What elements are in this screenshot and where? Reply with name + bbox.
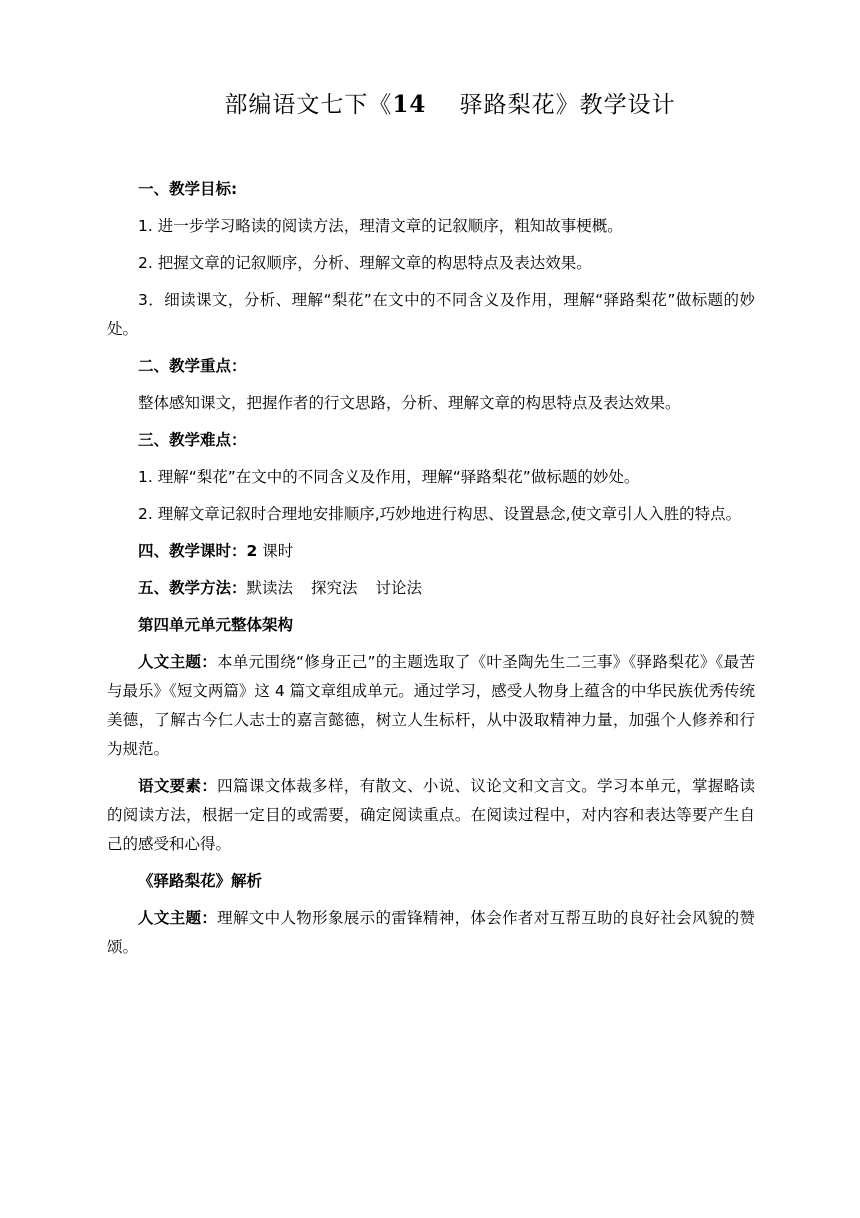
difficulty-item-2: 2. 理解文章记叙时合理地安排顺序,巧妙地进行构思、设置悬念,使文章引人入胜的特点。 (138, 505, 742, 523)
class-hours (107, 537, 755, 566)
method-1: 默读法 (246, 579, 294, 597)
title-suffix: 驿路梨花》教学设计 (459, 92, 676, 118)
analysis-heading: 《驿路梨花》解析 (138, 872, 263, 890)
analysis-humanity-theme (107, 904, 755, 962)
method-2: 探究法 (311, 579, 358, 597)
class-hours-label: 四、教学课时： (138, 542, 247, 560)
class-hours-number: 2 (246, 542, 258, 560)
document-title (0, 86, 860, 119)
goal-item-3: 3．细读课文，分析、理解“梨花”在文中的不同含义及作用，理解“驿路梨花”做标题的妙处。 (107, 291, 755, 338)
document-body (107, 175, 755, 970)
unit-framework-heading: 第四单元单元整体架构 (138, 616, 294, 634)
unit-language-elements (107, 772, 755, 859)
title-number: 14 (392, 91, 427, 118)
teaching-methods-label: 五、教学方法： (138, 579, 247, 597)
unit-language-label: 语文要素： (138, 777, 218, 795)
goal-item-2: 2. 把握文章的记叙顺序，分析、理解文章的构思特点及表达效果。 (138, 254, 592, 272)
unit-humanity-text: 本单元围绕“修身正己”的主题选取了《叶圣陶先生二三事》《驿路梨花》《最苦与最乐》《短文两篇》这 4 篇文章组成单元。通过学习，感受人物身上蕴含的中华民族优秀传统美德，了解古今仁人志士的嘉言懿德，树立人生标杆，从中汲取精神力量，加强个人修养和行为规范。 (107, 653, 755, 758)
teaching-methods (107, 574, 755, 603)
unit-language-text: 四篇课文体裁多样，有散文、小说、议论文和文言文。学习本单元，掌握略读的阅读方法，根据一定目的或需要，确定阅读重点。在阅读过程中，对内容和表达等要产生自己的感受和心得。 (107, 777, 755, 853)
unit-humanity-label: 人文主题： (138, 653, 217, 671)
analysis-humanity-label: 人文主题： (138, 909, 218, 927)
title-prefix: 部编语文七下《 (224, 92, 393, 118)
difficulty-item-1: 1. 理解“梨花”在文中的不同含义及作用，理解“驿路梨花”做标题的妙处。 (138, 468, 640, 486)
analysis-humanity-text: 理解文中人物形象展示的雷锋精神，体会作者对互帮互助的良好社会风貌的赞颂。 (107, 909, 755, 956)
difficulties-heading: 三、教学难点： (138, 431, 247, 449)
key-point-1: 整体感知课文，把握作者的行文思路，分析、理解文章的构思特点及表达效果。 (138, 394, 681, 412)
class-hours-unit: 课时 (257, 542, 294, 560)
goal-item-1: 1. 进一步学习略读的阅读方法，理清文章的记叙顺序，粗知故事梗概。 (138, 217, 623, 235)
goals-heading: 一、教学目标: (138, 180, 238, 198)
method-3: 讨论法 (375, 579, 423, 597)
unit-humanity-theme (107, 648, 755, 764)
key-points-heading: 二、教学重点： (138, 357, 247, 375)
